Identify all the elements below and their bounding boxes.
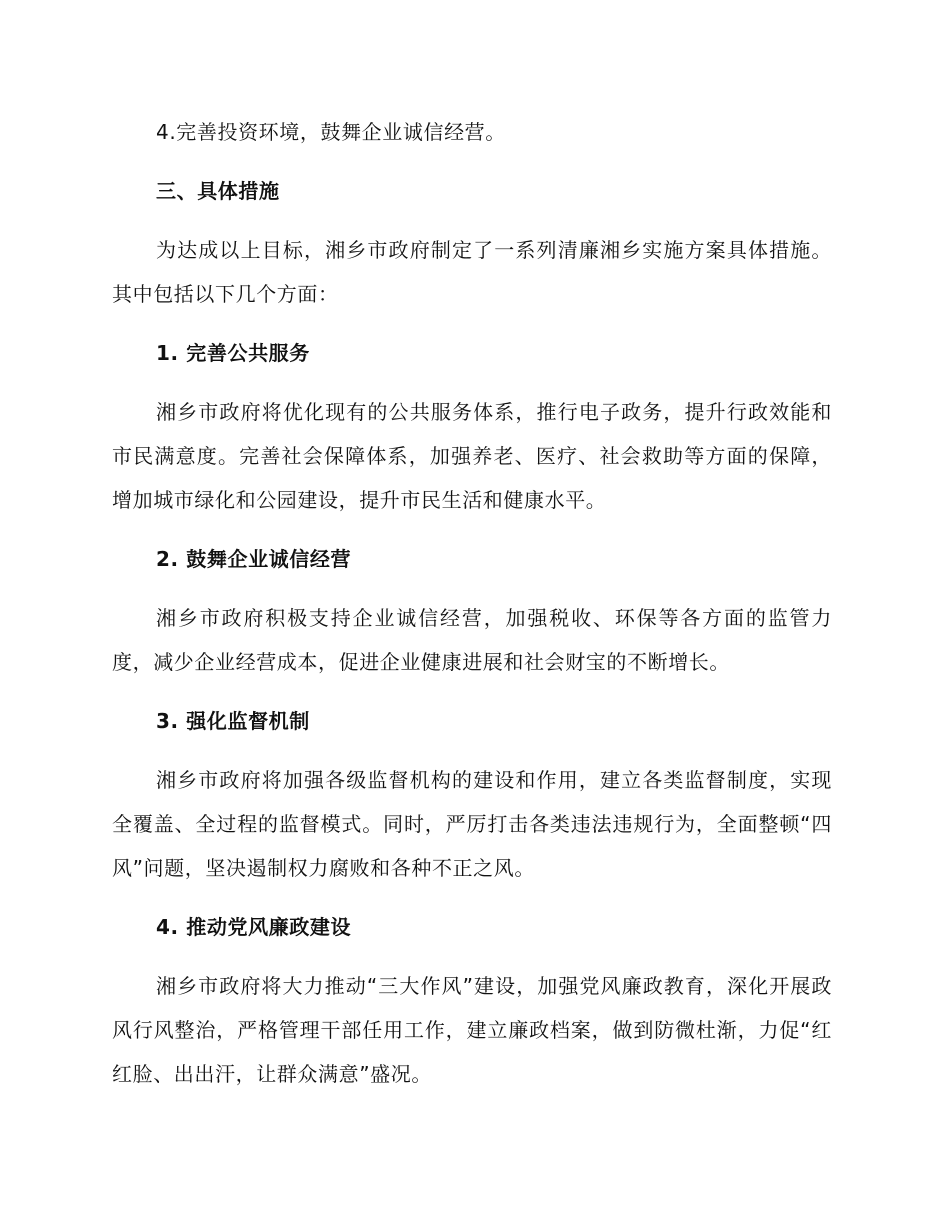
paragraph-measures-intro: 为达成以上目标，湘乡市政府制定了一系列清廉湘乡实施方案具体措施。其中包括以下几个方面： bbox=[112, 238, 832, 306]
document-body bbox=[112, 110, 832, 1111]
paragraph-supervision-mechanism: 湘乡市政府将加强各级监督机构的建设和作用，建立各类监督制度，实现全覆盖、全过程的监督模式。同时，严厉打击各类违法违规行为，全面整顿“四风”问题，坚决遏制权力腐败和各种不正之风。 bbox=[112, 768, 832, 880]
section-heading-specific-measures: 三、具体措施 bbox=[156, 179, 280, 203]
paragraph-enterprise-integrity: 湘乡市政府积极支持企业诚信经营，加强税收、环保等各方面的监管力度，减少企业经营成本，促进企业健康进展和社会财宝的不断增长。 bbox=[112, 606, 832, 674]
paragraph-public-service: 湘乡市政府将优化现有的公共服务体系，推行电子政务，提升行政效能和市民满意度。完善社会保障体系，加强养老、医疗、社会救助等方面的保障，增加城市绿化和公园建设，提升市民生活和健康水平。 bbox=[112, 400, 832, 512]
subheading-enterprise-integrity: 2. 鼓舞企业诚信经营 bbox=[156, 547, 352, 571]
subheading-party-integrity: 4. 推动党风廉政建设 bbox=[156, 915, 352, 939]
subheading-public-service: 1. 完善公共服务 bbox=[156, 341, 310, 365]
subheading-supervision-mechanism: 3. 强化监督机制 bbox=[156, 709, 310, 733]
paragraph-party-integrity: 湘乡市政府将大力推动“三大作风”建设，加强党风廉政教育，深化开展政风行风整治，严格管理干部任用工作，建立廉政档案，做到防微杜渐，力促“红红脸、出出汗，让群众满意”盛况。 bbox=[112, 974, 832, 1086]
paragraph-investment-environment: 4.完善投资环境，鼓舞企业诚信经营。 bbox=[156, 120, 506, 144]
